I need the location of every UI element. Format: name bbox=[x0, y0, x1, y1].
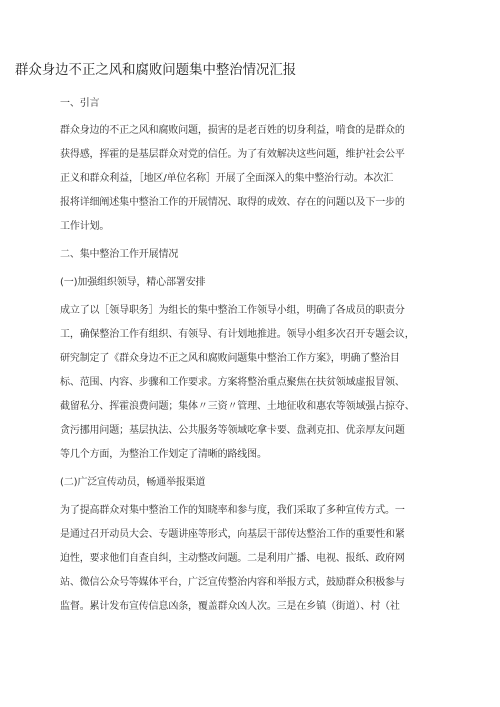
document-title: 群众身边不正之风和腐败问题集中整治情况汇报 bbox=[15, 63, 297, 78]
paragraph-line: 群众身边的不正之风和腐败问题，损害的是老百姓的切身利益，啃食的是群众的 bbox=[60, 125, 405, 136]
paragraph-line: 获得感，挥霍的是基层群众对党的信任。为了有效解决这些问题，维护社会公平 bbox=[60, 149, 405, 160]
paragraph-line: 工作计划。 bbox=[60, 221, 110, 232]
paragraph-line: 监督。累计发布宣传信息凶条，覆盖群众凶人次。三是在乡镇（街道）、村（社 bbox=[60, 601, 400, 612]
subsection-heading: (一)加强组织领导，精心部署安排 bbox=[60, 277, 206, 288]
paragraph-line: 研究制定了《群众身边不正之风和腐败问题集中整治工作方案》，明确了整治目 bbox=[60, 353, 400, 364]
paragraph-line: 迫性，要求他们自查自纠，主动整改问题。二是利用广播、电视、报纸、政府网 bbox=[60, 553, 405, 564]
paragraph-line: 是通过召开动员大会、专题讲座等形式，向基层干部传达整治工作的重要性和紧 bbox=[60, 529, 405, 540]
paragraph-line: 报将详细阐述集中整治工作的开展情况、取得的成效、存在的问题以及下一步的 bbox=[60, 197, 405, 208]
paragraph-line: 贪污挪用问题；基层执法、公共服务等领域吃拿卡要、盘剥克扣、优亲厚友问题 bbox=[60, 425, 405, 436]
paragraph-line: 为了提高群众对集中整治工作的知晓率和参与度，我们采取了多种宣传方式。一 bbox=[60, 505, 405, 516]
paragraph-line: 截留私分、挥霍浪费问题；集体〃三资〃管理、土地征收和惠农等领域强占掠夺、 bbox=[60, 401, 415, 412]
paragraph-line: 工，确保整治工作有组织、有领导、有计划地推进。领导小组多次召开专题会议， bbox=[60, 329, 415, 340]
paragraph-line: 正义和群众利益，［地区/单位名称］开展了全面深入的集中整治行动。本次汇 bbox=[60, 173, 394, 184]
paragraph-line: 等几个方面，为整治工作划定了清晰的路线图。 bbox=[60, 449, 267, 460]
section-heading: 二、集中整治工作开展情况 bbox=[60, 249, 179, 260]
paragraph-line: 成立了以［领导职务］为组长的集中整治工作领导小组，明确了各成员的职责分 bbox=[60, 305, 405, 316]
subsection-heading: (二)广泛宣传动员，畅通举报渠道 bbox=[60, 477, 206, 488]
paragraph-line: 标、范围、内容、步骤和工作要求。方案将整治重点聚焦在扶贫领域虚报冒领、 bbox=[60, 377, 405, 388]
paragraph-line: 站、微信公众号等媒体平台，广泛宣传整治内容和举报方式，鼓励群众积极参与 bbox=[60, 577, 405, 588]
section-heading: 一、引言 bbox=[60, 98, 100, 109]
